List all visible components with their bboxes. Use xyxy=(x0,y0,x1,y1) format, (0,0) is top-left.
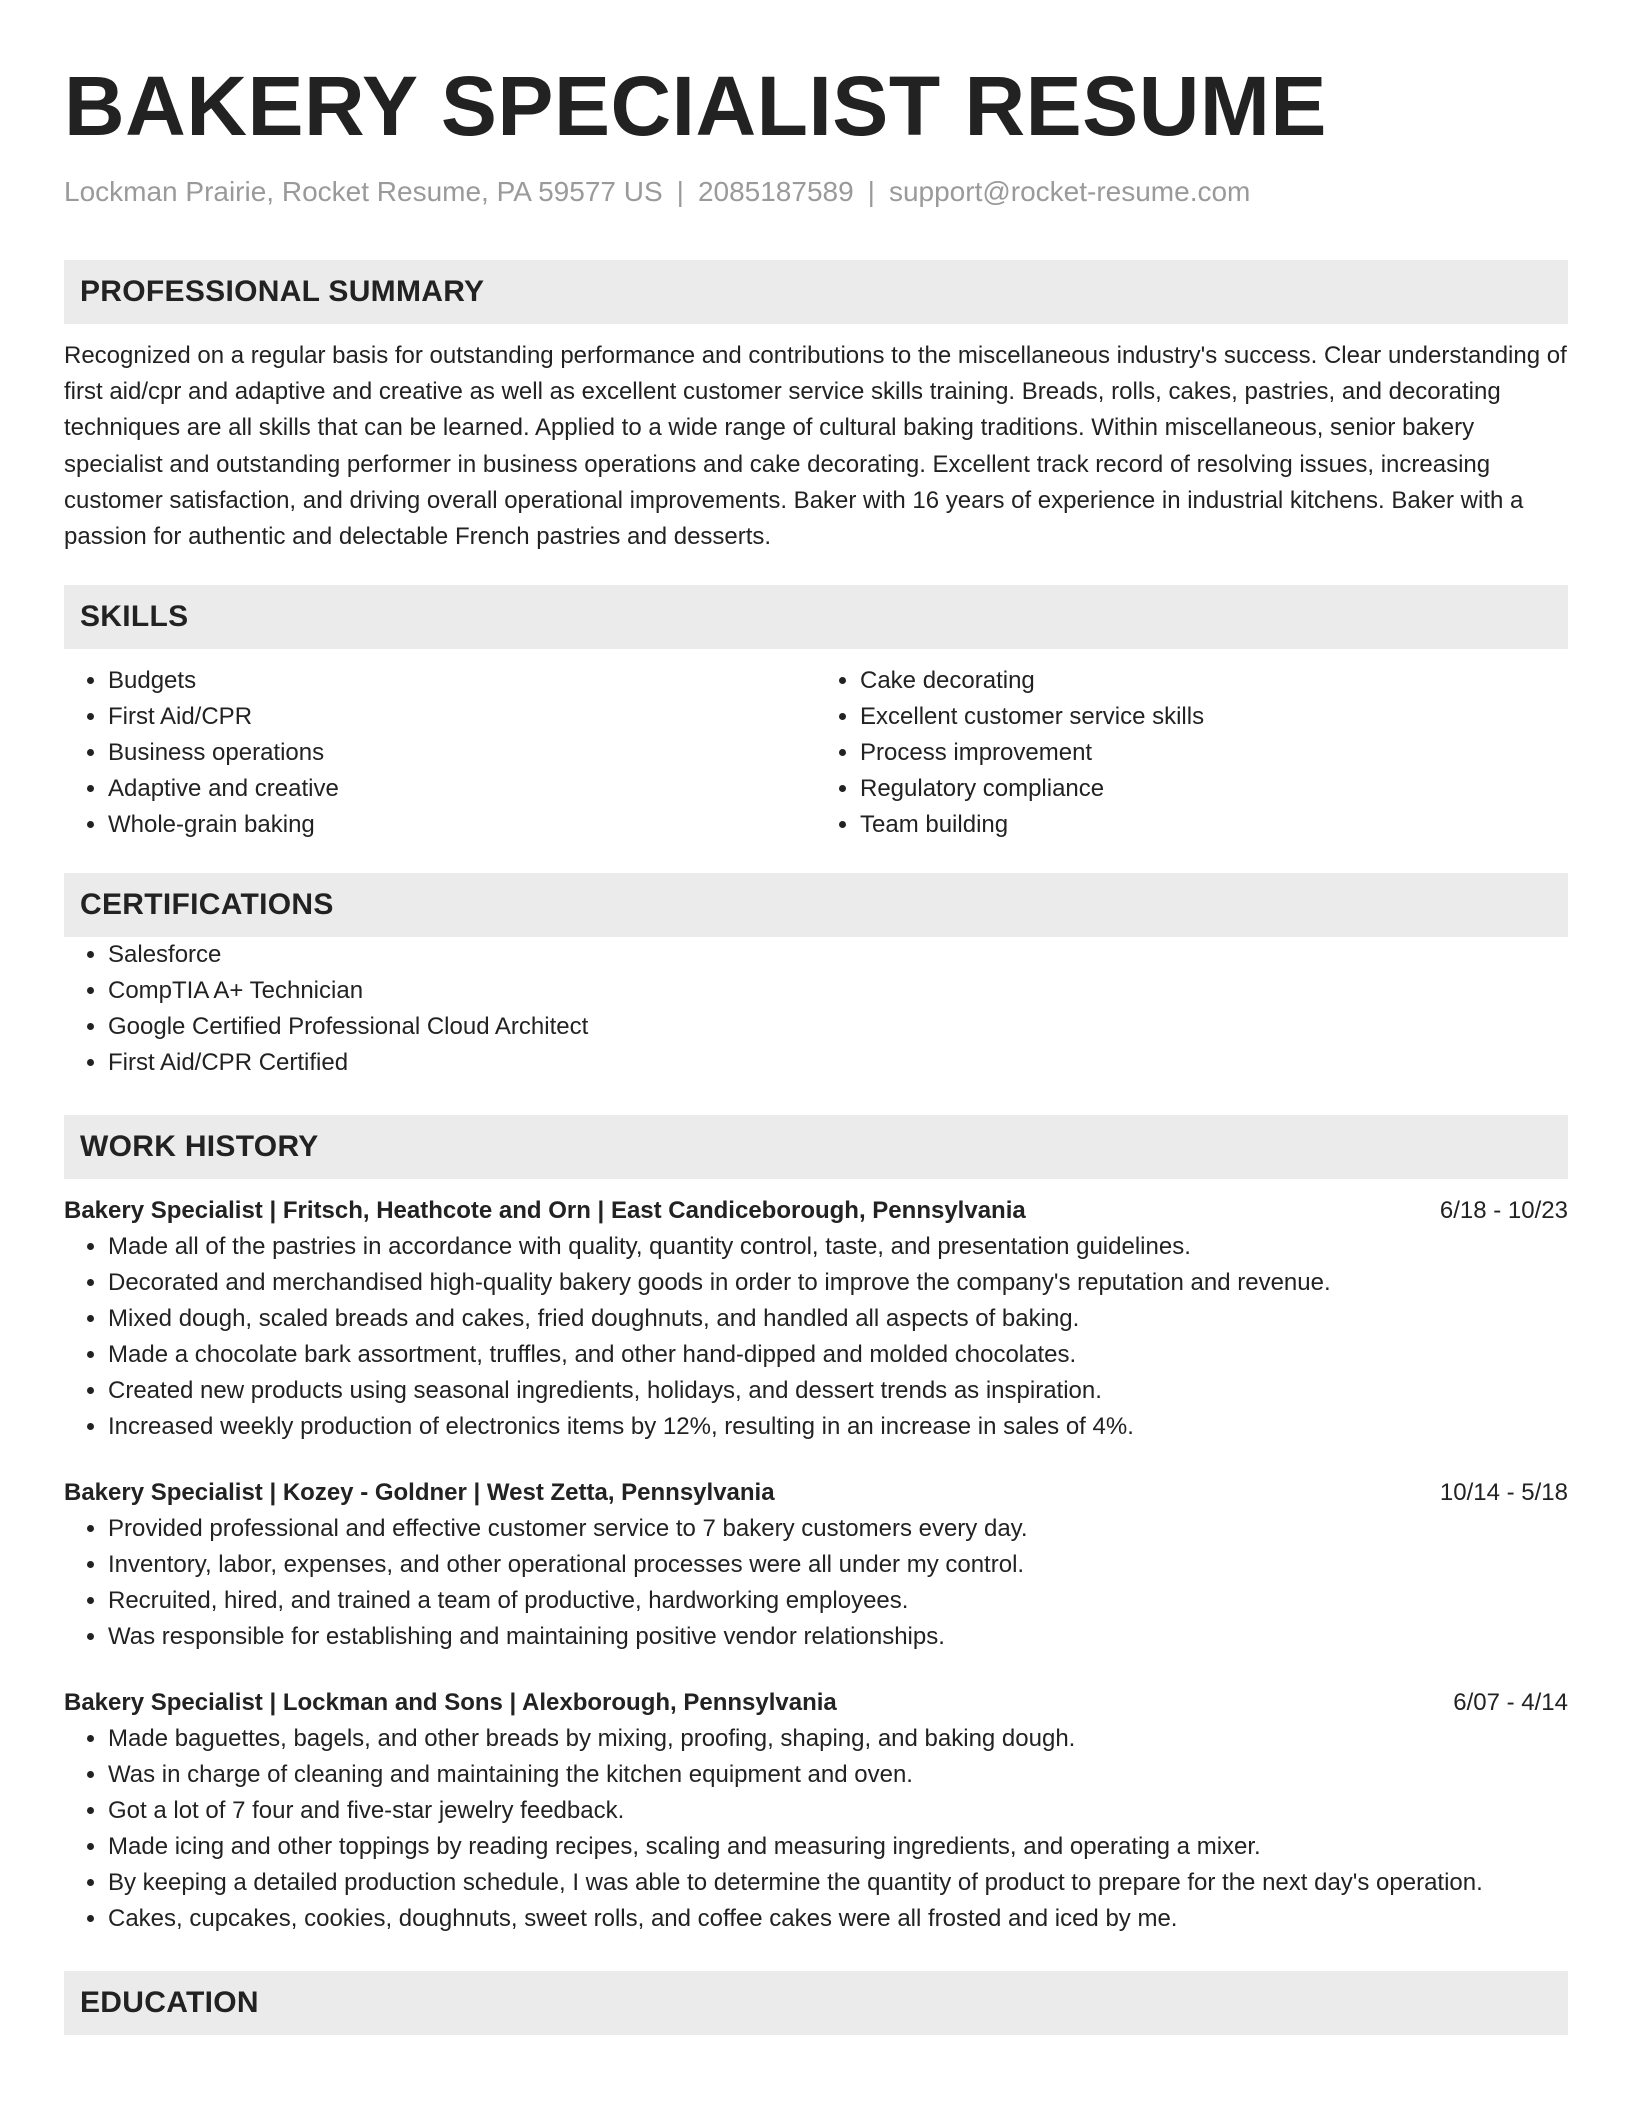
job-header xyxy=(64,1193,1568,1229)
certification-item: • Google Certified Professional Cloud Architect xyxy=(108,1009,1568,1045)
skill-item: • Process improvement xyxy=(860,735,1568,771)
contact-line xyxy=(64,174,1568,210)
section-heading-summary: PROFESSIONAL SUMMARY xyxy=(64,260,1568,324)
job-bullet: • Made baguettes, bagels, and other breads by mixing, proofing, shaping, and baking dough. xyxy=(108,1721,1568,1757)
job-bullet: • Increased weekly production of electronics items by 12%, resulting in an increase in sales of 4%. xyxy=(108,1409,1568,1445)
skill-item: • Regulatory compliance xyxy=(860,771,1568,807)
job-dates: 6/18 - 10/23 xyxy=(1439,1197,1568,1225)
job-title: Bakery Specialist | Lockman and Sons | Alexborough, Pennsylvania xyxy=(64,1689,837,1717)
summary-text: Recognized on a regular basis for outstanding performance and contributions to the miscellaneous industry's success. Clear understanding of first aid/cpr and adaptive and creative as well as excellent customer service skills training. Breads, rolls, cakes, pastries, and decorating techniques are all skills that can be learned. Applied to a wide range of cultural baking traditions. Within miscellaneous, senior bakery specialist and outstanding performer in business operations and cake decorating. Excellent track record of resolving issues, increasing customer satisfaction, and driving overall operational improvements. Baker with 16 years of experience in industrial kitchens. Baker with a passion for authentic and delectable French pastries and desserts. xyxy=(64,342,1567,551)
certification-item: • Salesforce xyxy=(108,937,1568,973)
contact-separator: | xyxy=(676,176,684,207)
job-dates: 10/14 - 5/18 xyxy=(1439,1479,1568,1507)
job-bullet: • Created new products using seasonal ingredients, holidays, and dessert trends as inspiration. xyxy=(108,1373,1568,1409)
job-bullets xyxy=(64,1229,1568,1445)
job-bullet: • By keeping a detailed production schedule, I was able to determine the quantity of product to prepare for the next day's operation. xyxy=(108,1865,1568,1901)
page-title: BAKERY SPECIALIST RESUME xyxy=(64,59,1327,153)
job-bullet: • Decorated and merchandised high-quality bakery goods in order to improve the company's reputation and revenue. xyxy=(108,1265,1568,1301)
contact-separator: | xyxy=(867,176,875,207)
contact-address: Lockman Prairie, Rocket Resume, PA 59577 US xyxy=(64,176,663,207)
job-title: Bakery Specialist | Kozey - Goldner | West Zetta, Pennsylvania xyxy=(64,1479,775,1507)
job-bullet: • Made all of the pastries in accordance with quality, quantity control, taste, and presentation guidelines. xyxy=(108,1229,1568,1265)
job-title: Bakery Specialist | Fritsch, Heathcote and Orn | East Candiceborough, Pennsylvania xyxy=(64,1197,1026,1225)
job-bullet: • Recruited, hired, and trained a team of productive, hardworking employees. xyxy=(108,1583,1568,1619)
job-bullet: • Made a chocolate bark assortment, truffles, and other hand-dipped and molded chocolates. xyxy=(108,1337,1568,1373)
certifications-list xyxy=(64,937,1568,1081)
skill-item: • Whole-grain baking xyxy=(108,807,816,843)
section-heading-certifications: CERTIFICATIONS xyxy=(64,873,1568,937)
skills-list-left xyxy=(64,663,816,843)
job-bullet: • Inventory, labor, expenses, and other operational processes were all under my control. xyxy=(108,1547,1568,1583)
job-entry xyxy=(64,1475,1568,1655)
job-bullet: • Provided professional and effective customer service to 7 bakery customers every day. xyxy=(108,1511,1568,1547)
contact-phone: 2085187589 xyxy=(697,176,854,207)
job-bullet: • Was responsible for establishing and maintaining positive vendor relationships. xyxy=(108,1619,1568,1655)
job-bullet: • Mixed dough, scaled breads and cakes, fried doughnuts, and handled all aspects of baking. xyxy=(108,1301,1568,1337)
skills-list-right xyxy=(816,663,1568,843)
job-bullet: • Got a lot of 7 four and five-star jewelry feedback. xyxy=(108,1793,1568,1829)
skill-item: • Excellent customer service skills xyxy=(860,699,1568,735)
certification-item: • CompTIA A+ Technician xyxy=(108,973,1568,1009)
skill-item: • Cake decorating xyxy=(860,663,1568,699)
job-entry xyxy=(64,1193,1568,1445)
skills-columns xyxy=(64,663,1568,843)
contact-email: support@rocket-resume.com xyxy=(888,176,1251,207)
job-bullets xyxy=(64,1511,1568,1655)
job-bullet: • Made icing and other toppings by reading recipes, scaling and measuring ingredients, and operating a mixer. xyxy=(108,1829,1568,1865)
section-heading-education: EDUCATION xyxy=(64,1971,1568,2035)
job-header xyxy=(64,1475,1568,1511)
skill-item: • Team building xyxy=(860,807,1568,843)
section-heading-work-history: WORK HISTORY xyxy=(64,1115,1568,1179)
section-heading-skills: SKILLS xyxy=(64,585,1568,649)
job-header xyxy=(64,1685,1568,1721)
skill-item: • Budgets xyxy=(108,663,816,699)
job-bullet: • Cakes, cupcakes, cookies, doughnuts, sweet rolls, and coffee cakes were all frosted and iced by me. xyxy=(108,1901,1568,1937)
skill-item: • First Aid/CPR xyxy=(108,699,816,735)
job-entry xyxy=(64,1685,1568,1937)
skill-item: • Business operations xyxy=(108,735,816,771)
job-dates: 6/07 - 4/14 xyxy=(1453,1689,1568,1717)
job-bullet: • Was in charge of cleaning and maintaining the kitchen equipment and oven. xyxy=(108,1757,1568,1793)
job-bullets xyxy=(64,1721,1568,1937)
skill-item: • Adaptive and creative xyxy=(108,771,816,807)
certification-item: • First Aid/CPR Certified xyxy=(108,1045,1568,1081)
